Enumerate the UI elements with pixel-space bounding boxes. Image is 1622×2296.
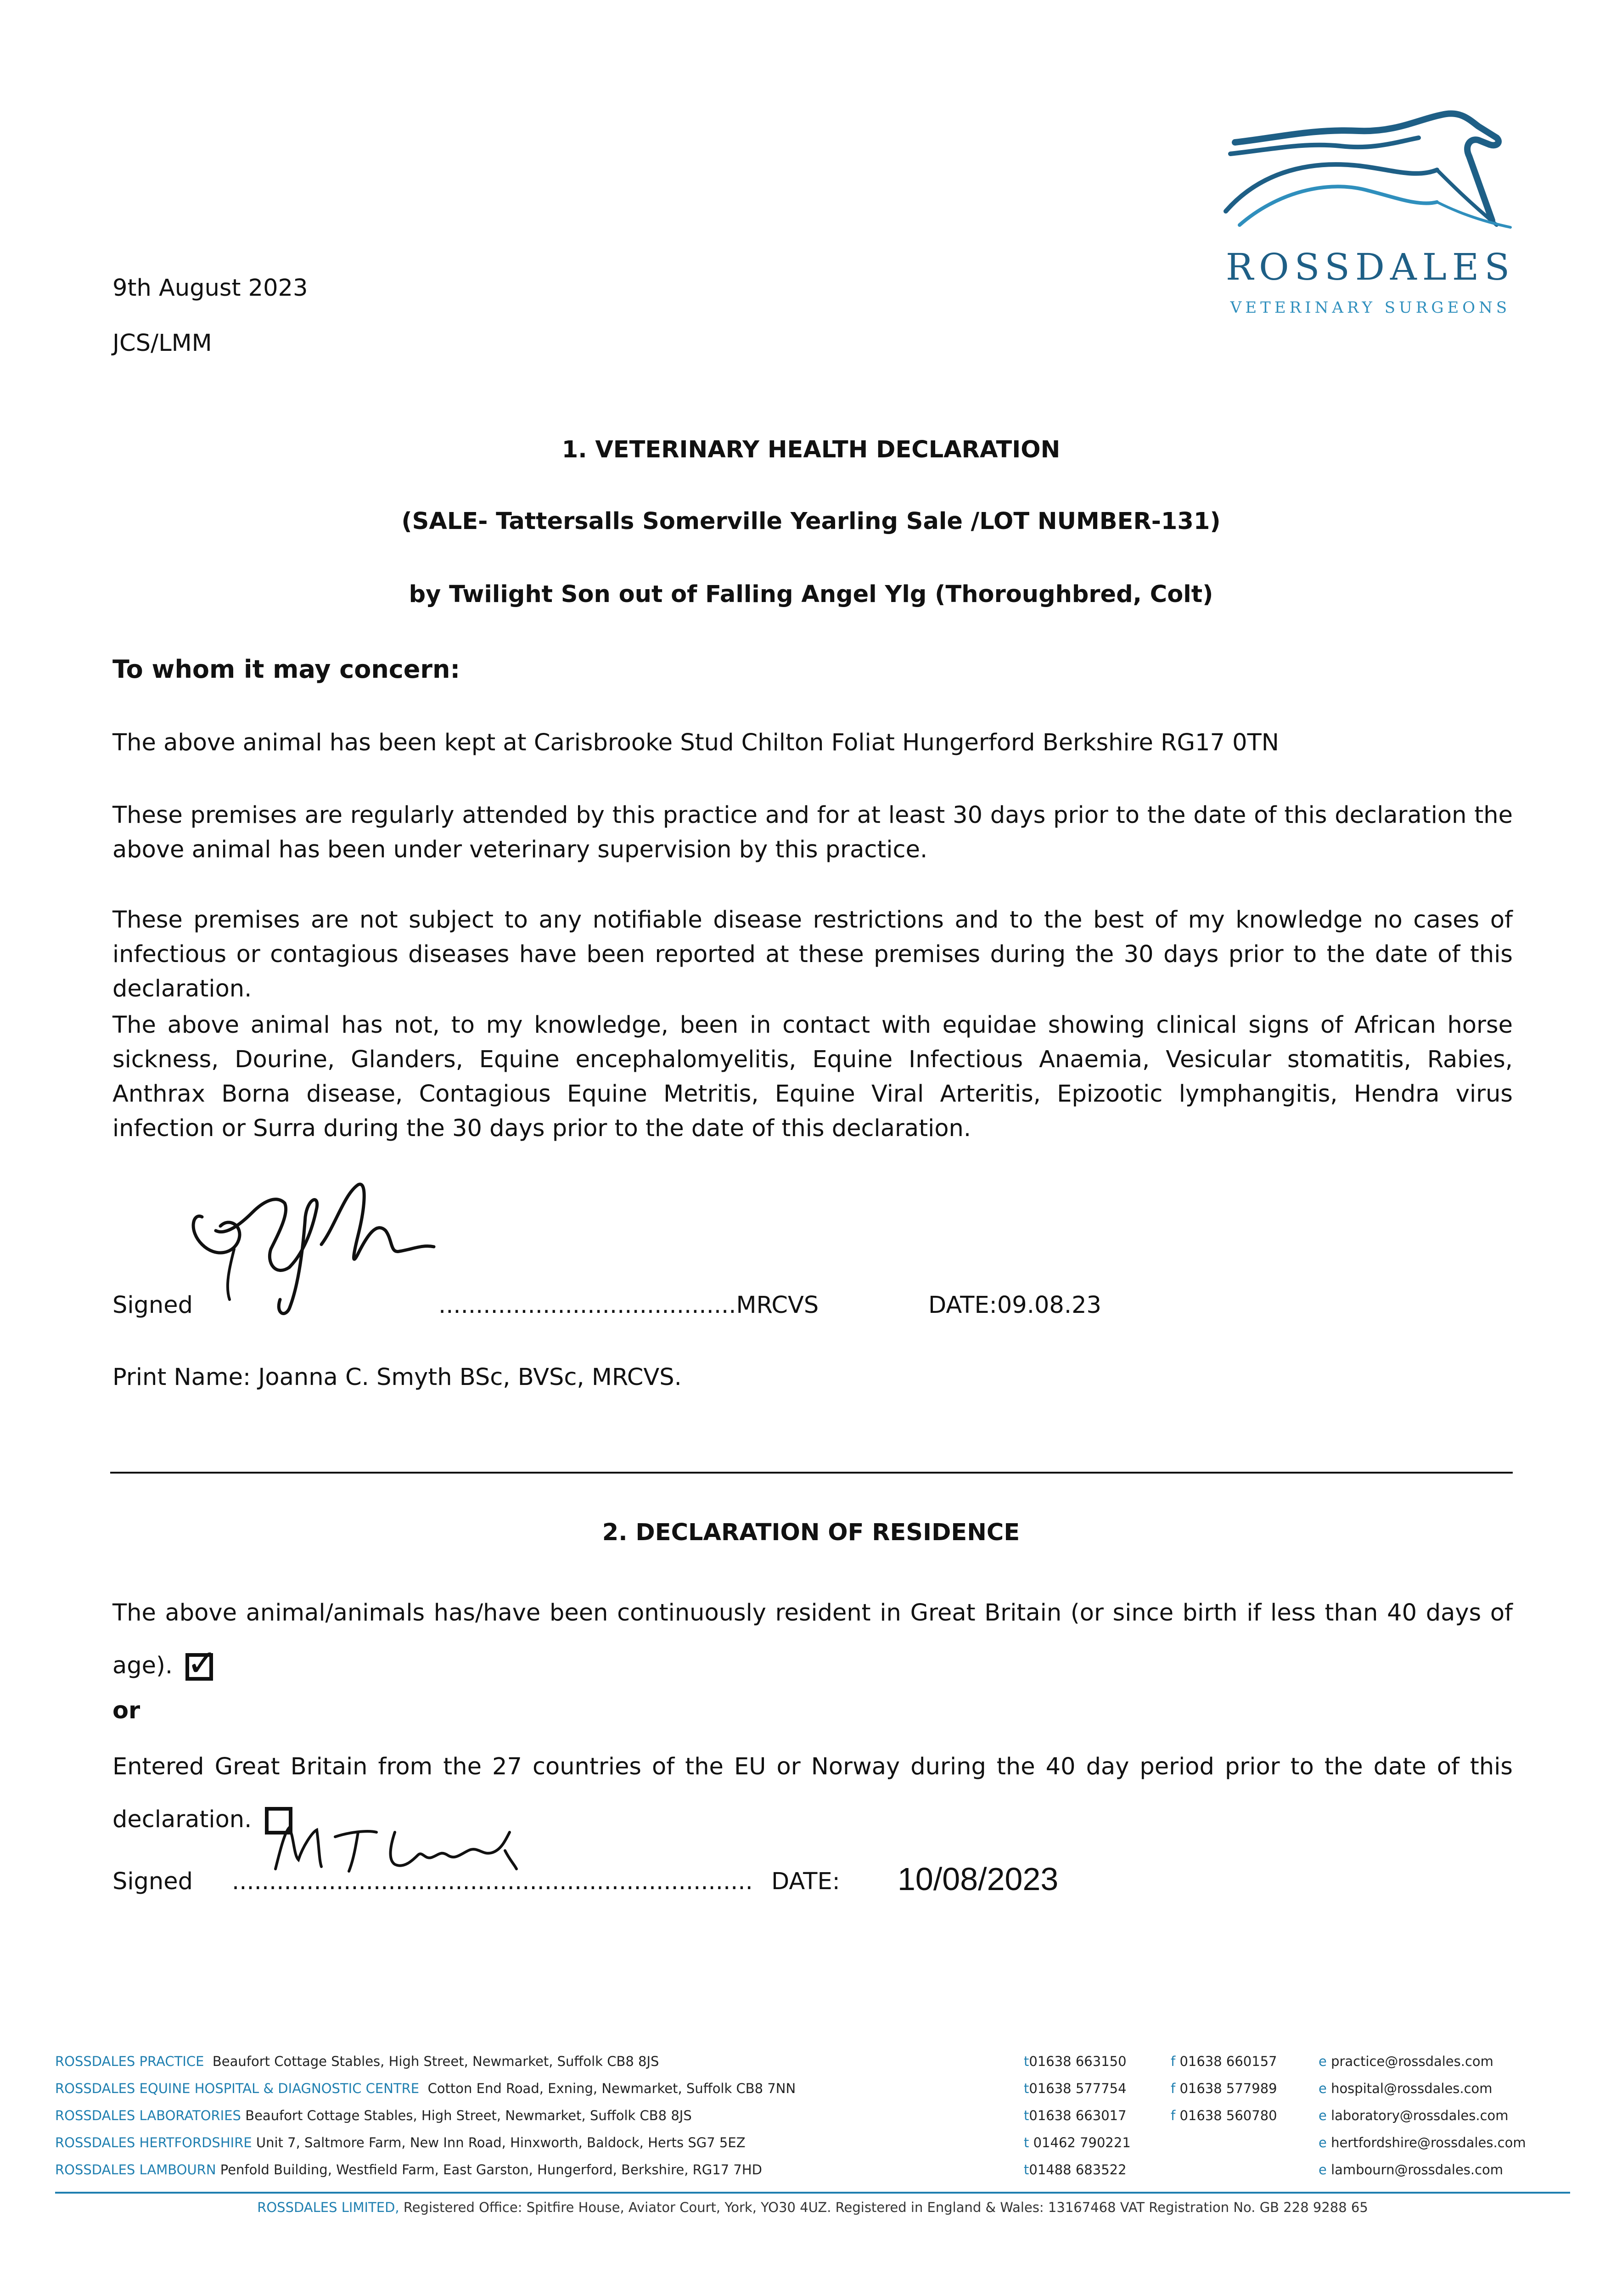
signature-line-1: ........................................MRCVS xyxy=(438,1292,819,1319)
footer-row: ROSSDALES HERTFORDSHIRE Unit 7, Saltmore Farm, New Inn Road, Hinxworth, Baldock, Herts SG7 5EZ t 01462 790221 e hertfordshire@rossdales.com xyxy=(55,2135,1526,2150)
footer-divider xyxy=(55,2192,1570,2194)
footer-phone: 01638 663017 xyxy=(1029,2108,1127,2123)
option1-block xyxy=(112,1587,1513,1692)
declaration-date-2: 10/08/2023 xyxy=(898,1861,1059,1897)
footer-branch-address: Cotton End Road, Exning, Newmarket, Suffolk CB8 7NN xyxy=(427,2081,796,2096)
footer-branch-name: ROSSDALES HERTFORDSHIRE xyxy=(55,2135,252,2150)
footer-phone: 01638 577754 xyxy=(1029,2081,1127,2096)
or-label: or xyxy=(112,1697,140,1724)
section-divider xyxy=(110,1472,1513,1474)
registration-line xyxy=(55,2195,1570,2220)
animal-line: by Twilight Son out of Falling Angel Ylg (Thoroughbred, Colt) xyxy=(409,581,1213,608)
footer-branch-address: Beaufort Cottage Stables, High Street, Newmarket, Suffolk CB8 8JS xyxy=(212,2054,659,2069)
footer-phone: 01638 663150 xyxy=(1029,2054,1127,2069)
footer-branch-address: Beaufort Cottage Stables, High Street, Newmarket, Suffolk CB8 8JS xyxy=(245,2108,692,2123)
footer-email[interactable]: lambourn@rossdales.com xyxy=(1331,2162,1504,2178)
footer-phone: 01462 790221 xyxy=(1029,2135,1131,2150)
footer-row: ROSSDALES EQUINE HOSPITAL & DIAGNOSTIC CENTRE Cotton End Road, Exning, Newmarket, Suffolk CB8 7NN t01638 577754 f 01638 577989 e hospital@rossdales.com xyxy=(55,2081,1493,2096)
footer-email[interactable]: hospital@rossdales.com xyxy=(1331,2081,1493,2096)
footer-email[interactable]: hertfordshire@rossdales.com xyxy=(1331,2135,1526,2150)
footer-fax: 01638 660157 xyxy=(1179,2054,1277,2069)
section2-heading: 2. DECLARATION OF RESIDENCE xyxy=(602,1519,1020,1546)
footer-branch-name: ROSSDALES PRACTICE xyxy=(55,2054,204,2069)
footer-fax: 01638 560780 xyxy=(1179,2108,1277,2123)
paragraph-kept-at: The above animal has been kept at Carisbrooke Stud Chilton Foliat Hungerford Berkshire RG17 0TN xyxy=(112,729,1279,756)
footer-contacts xyxy=(0,2048,1622,2186)
paragraph-restrictions: These premises are not subject to any notifiable disease restrictions and to the best of my knowledge no cases of infectious or contagious diseases have been reported at these premises during the 30 days prior to the date of this declaration. xyxy=(112,906,1513,1002)
salutation: To whom it may concern: xyxy=(112,655,460,684)
footer-row: ROSSDALES LABORATORIES Beaufort Cottage Stables, High Street, Newmarket, Suffolk CB8 8JS t01638 663017 f 01638 560780 e laboratory@rossdales.com xyxy=(55,2108,1509,2123)
sale-line: (SALE- Tattersalls Somerville Yearling Sale /LOT NUMBER-131) xyxy=(401,508,1221,535)
footer-email[interactable]: practice@rossdales.com xyxy=(1331,2054,1493,2069)
option2-text: Entered Great Britain from the 27 countries of the EU or Norway during the 40 day period prior to the date of this declaration. xyxy=(112,1753,1513,1833)
footer-fax: 01638 577989 xyxy=(1179,2081,1277,2096)
logo-brand-text: ROSSDALES xyxy=(1225,246,1515,288)
check-mark-icon: ✓ xyxy=(186,1642,218,1684)
logo-subtitle: VETERINARY SURGEONS xyxy=(1230,298,1511,317)
paragraph-contact: The above animal has not, to my knowledge, been in contact with equidae showing clinical signs of African horse sickness, Dourine, Glanders, Equine encephalomyelitis, Equine Infectious Anaemia, Vesicular stomatitis, Rabies, Anthrax Borna disease, Contagious Equine Metritis, Equine Viral Arteritis, Epizootic lymphangitis, Hendra virus infection or Surra during the 30 days prior to the date of this declaration. xyxy=(112,1012,1513,1142)
letter-reference: JCS/LMM xyxy=(112,330,212,357)
footer-branch-name: ROSSDALES LABORATORIES xyxy=(55,2108,241,2123)
registration-details: Registered Office: Spitfire House, Aviator Court, York, YO30 4UZ. Registered in England & Wales: 13167468 VAT Registration No. GB 228 9288 65 xyxy=(399,2200,1368,2215)
footer-email[interactable]: laboratory@rossdales.com xyxy=(1331,2108,1509,2123)
footer-branch-name: ROSSDALES LAMBOURN xyxy=(55,2162,216,2178)
signature-line-2: ...................................................................... xyxy=(232,1868,753,1895)
footer-row: ROSSDALES PRACTICE Beaufort Cottage Stables, High Street, Newmarket, Suffolk CB8 8JS t01638 663150 f 01638 660157 e practice@rossdales.com xyxy=(55,2054,1493,2069)
company-name: ROSSDALES LIMITED, xyxy=(257,2200,399,2215)
option1-text: The above animal/animals has/have been continuously resident in Great Britain (or since birth if less than 40 days of age). xyxy=(112,1599,1513,1679)
signed-label-2: Signed xyxy=(112,1868,193,1895)
declaration-date-1: DATE:09.08.23 xyxy=(928,1292,1101,1319)
letter-date: 9th August 2023 xyxy=(112,275,308,302)
footer-row: ROSSDALES LAMBOURN Penfold Building, Westfield Farm, East Garston, Hungerford, Berkshire, RG17 7HD t01488 683522 e lambourn@rossdales.com xyxy=(55,2162,1504,2178)
section1-heading: 1. VETERINARY HEALTH DECLARATION xyxy=(561,436,1061,463)
footer-branch-address: Unit 7, Saltmore Farm, New Inn Road, Hinxworth, Baldock, Herts SG7 5EZ xyxy=(256,2135,746,2150)
footer-branch-address: Penfold Building, Westfield Farm, East Garston, Hungerford, Berkshire, RG17 7HD xyxy=(220,2162,762,2178)
paragraph-supervision: These premises are regularly attended by this practice and for at least 30 days prior to the date of this declaration the above animal has been under veterinary supervision by this practice. xyxy=(112,802,1513,863)
declaration-date-label-2: DATE: xyxy=(771,1868,840,1895)
footer-branch-name: ROSSDALES EQUINE HOSPITAL & DIAGNOSTIC CENTRE xyxy=(55,2081,420,2096)
rossdales-logo xyxy=(1221,110,1520,331)
print-name: Print Name: Joanna C. Smyth BSc, BVSc, MRCVS. xyxy=(112,1364,682,1391)
horse-logo-icon xyxy=(1221,110,1520,243)
signed-label-1: Signed xyxy=(112,1292,193,1319)
vet-signature xyxy=(184,1176,441,1318)
footer-phone: 01488 683522 xyxy=(1029,2162,1127,2178)
option1-checkbox[interactable] xyxy=(185,1642,218,1684)
